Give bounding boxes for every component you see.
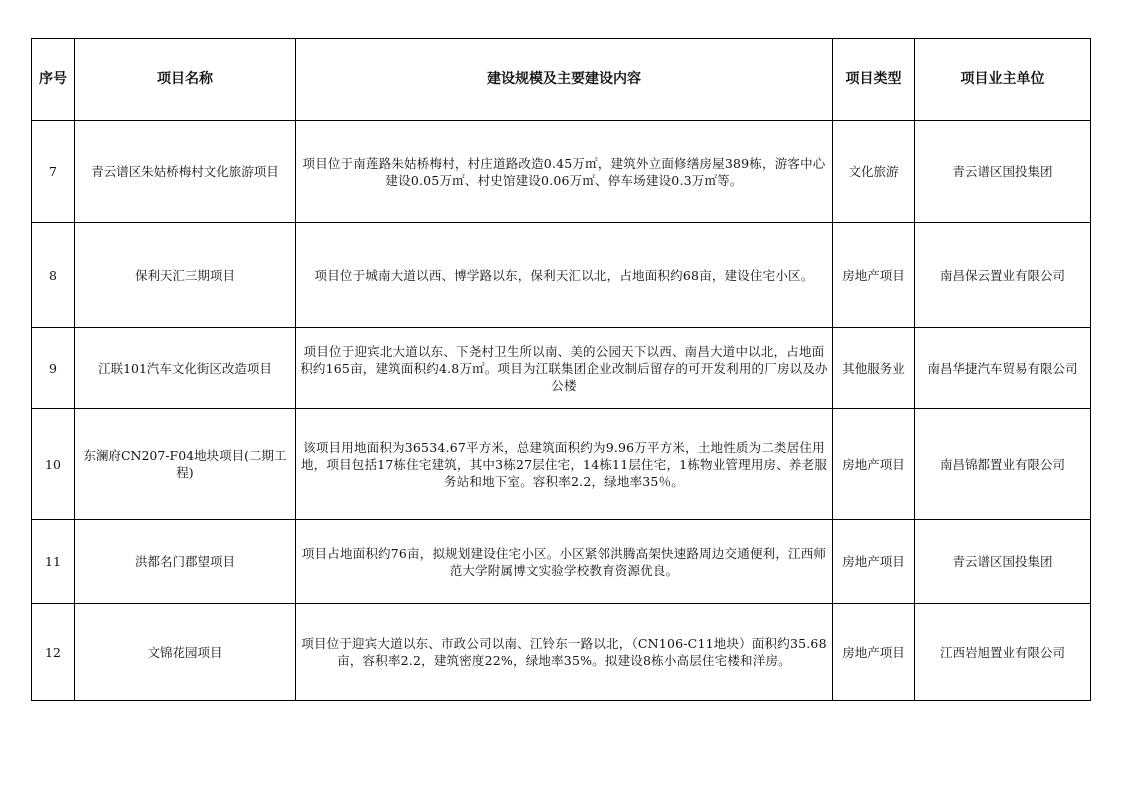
row-project-type: 房地产项目 (833, 409, 915, 520)
row-construction-content: 项目位于迎宾大道以东、市政公司以南、江铃东一路以北，（CN106-C11地块）面积约35.68亩，容积率2.2，建筑密度22%，绿地率35%。拟建设8栋小高层住宅楼和洋房。 (296, 604, 833, 701)
row-owner-unit: 江西岩旭置业有限公司 (915, 604, 1091, 701)
row-seq: 10 (32, 409, 75, 520)
row-project-name: 洪都名门郡望项目 (75, 520, 296, 604)
row-seq: 8 (32, 223, 75, 328)
row-owner-unit: 青云谱区国投集团 (915, 121, 1091, 223)
table-row (32, 409, 1091, 520)
row-owner-unit: 南昌保云置业有限公司 (915, 223, 1091, 328)
row-project-name: 东澜府CN207-F04地块项目(二期工程) (75, 409, 296, 520)
header-construction-content: 建设规模及主要建设内容 (296, 39, 833, 121)
header-seq: 序号 (32, 39, 75, 121)
row-seq: 7 (32, 121, 75, 223)
table-row (32, 121, 1091, 223)
row-owner-unit: 南昌锦都置业有限公司 (915, 409, 1091, 520)
table-row (32, 328, 1091, 409)
row-owner-unit: 青云谱区国投集团 (915, 520, 1091, 604)
row-seq: 9 (32, 328, 75, 409)
project-table (31, 38, 1091, 701)
row-project-name: 青云谱区朱姑桥梅村文化旅游项目 (75, 121, 296, 223)
row-project-type: 其他服务业 (833, 328, 915, 409)
row-project-name: 保利天汇三期项目 (75, 223, 296, 328)
row-project-type: 文化旅游 (833, 121, 915, 223)
row-construction-content: 项目位于南莲路朱姑桥梅村，村庄道路改造0.45万㎡，建筑外立面修缮房屋389栋，游客中心建设0.05万㎡、村史馆建设0.06万㎡、停车场建设0.3万㎡等。 (296, 121, 833, 223)
table-row (32, 604, 1091, 701)
row-seq: 11 (32, 520, 75, 604)
header-owner-unit: 项目业主单位 (915, 39, 1091, 121)
table-row (32, 223, 1091, 328)
row-project-name: 江联101汽车文化街区改造项目 (75, 328, 296, 409)
row-owner-unit: 南昌华捷汽车贸易有限公司 (915, 328, 1091, 409)
row-project-name: 文锦花园项目 (75, 604, 296, 701)
row-construction-content: 项目位于迎宾北大道以东、下尧村卫生所以南、美的公园天下以西、南昌大道中以北，占地面积约165亩，建筑面积约4.8万㎡。项目为江联集团企业改制后留存的可开发利用的厂房以及办公楼 (296, 328, 833, 409)
row-project-type: 房地产项目 (833, 520, 915, 604)
table-row (32, 520, 1091, 604)
header-project-type: 项目类型 (833, 39, 915, 121)
row-construction-content: 项目位于城南大道以西、博学路以东，保利天汇以北，占地面积约68亩，建设住宅小区。 (296, 223, 833, 328)
row-construction-content: 该项目用地面积为36534.67平方米，总建筑面积约为9.96万平方米，土地性质为二类居住用地，项目包括17栋住宅建筑，其中3栋27层住宅，14栋11层住宅，1栋物业管理用房、养老服务站和地下室。容积率2.2，绿地率35％。 (296, 409, 833, 520)
row-project-type: 房地产项目 (833, 223, 915, 328)
row-seq: 12 (32, 604, 75, 701)
header-project-name: 项目名称 (75, 39, 296, 121)
row-project-type: 房地产项目 (833, 604, 915, 701)
row-construction-content: 项目占地面积约76亩，拟规划建设住宅小区。小区紧邻洪腾高架快速路周边交通便利，江西师范大学附属博文实验学校教育资源优良。 (296, 520, 833, 604)
table-header-row (32, 39, 1091, 121)
